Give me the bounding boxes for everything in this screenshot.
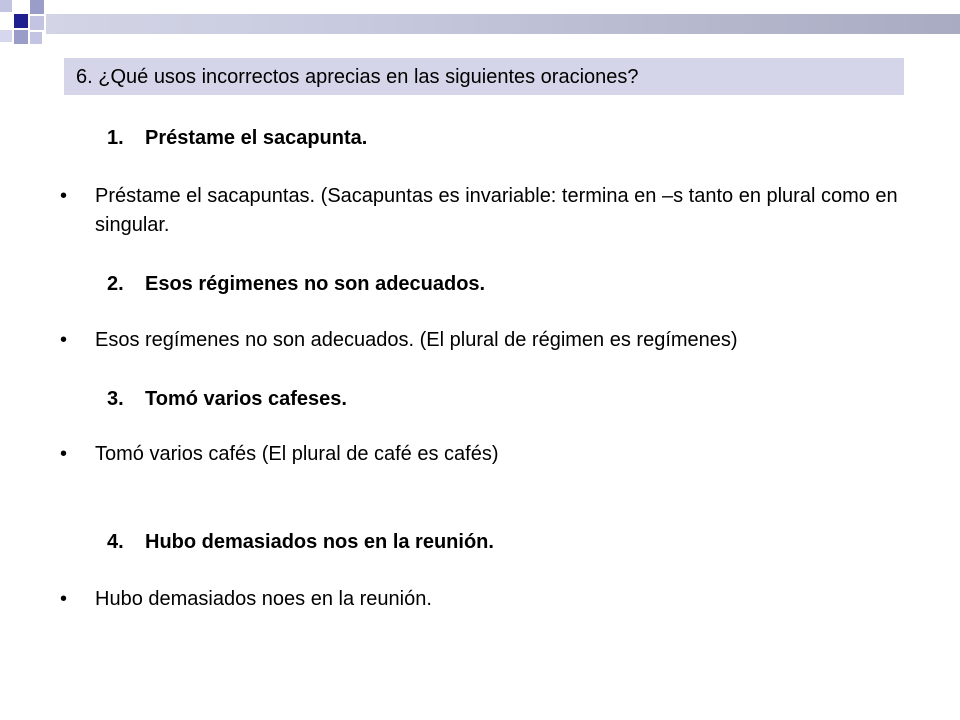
question-number: 2. (107, 273, 124, 295)
corner-square-light-2 (30, 16, 44, 30)
question-number: 1. (107, 127, 124, 149)
header-gradient-bar (46, 14, 960, 34)
correction-item-3 (60, 440, 900, 469)
correction-text: Hubo demasiados noes en la reunión. (95, 588, 432, 610)
corner-square-mid-2 (14, 30, 28, 44)
question-text: Esos régimenes no son adecuados. (145, 273, 486, 295)
correction-text: Préstame el sacapuntas. (Sacapuntas es invariable: termina en –s tanto en plural como en singular. (95, 185, 898, 236)
question-text: Tomó varios cafeses. (145, 388, 347, 410)
bullet: • (60, 329, 68, 351)
title-bar (64, 58, 904, 95)
bullet: • (60, 588, 68, 610)
slide-title: 6. ¿Qué usos incorrectos aprecias en las siguientes oraciones? (76, 66, 639, 88)
question-text: Préstame el sacapunta. (145, 127, 368, 149)
question-heading-1 (107, 126, 367, 150)
correction-text: Esos regímenes no son adecuados. (El plural de régimen es regímenes) (95, 329, 738, 351)
bullet: • (60, 185, 68, 207)
question-number: 4. (107, 531, 124, 553)
correction-text: Tomó varios cafés (El plural de café es cafés) (95, 443, 499, 465)
question-heading-3 (107, 387, 347, 411)
corner-square-light-1 (0, 0, 12, 12)
correction-item-4 (60, 585, 900, 614)
correction-item-2 (60, 326, 900, 355)
corner-square-mid-1 (30, 0, 44, 14)
corner-square-dark (14, 14, 28, 28)
question-number: 3. (107, 388, 124, 410)
corner-square-light-3 (30, 32, 42, 44)
correction-item-1 (60, 182, 900, 240)
question-heading-2 (107, 272, 485, 296)
bullet: • (60, 443, 68, 465)
question-heading-4 (107, 530, 494, 554)
question-text: Hubo demasiados nos en la reunión. (145, 531, 494, 553)
corner-square-light-4 (0, 30, 12, 42)
